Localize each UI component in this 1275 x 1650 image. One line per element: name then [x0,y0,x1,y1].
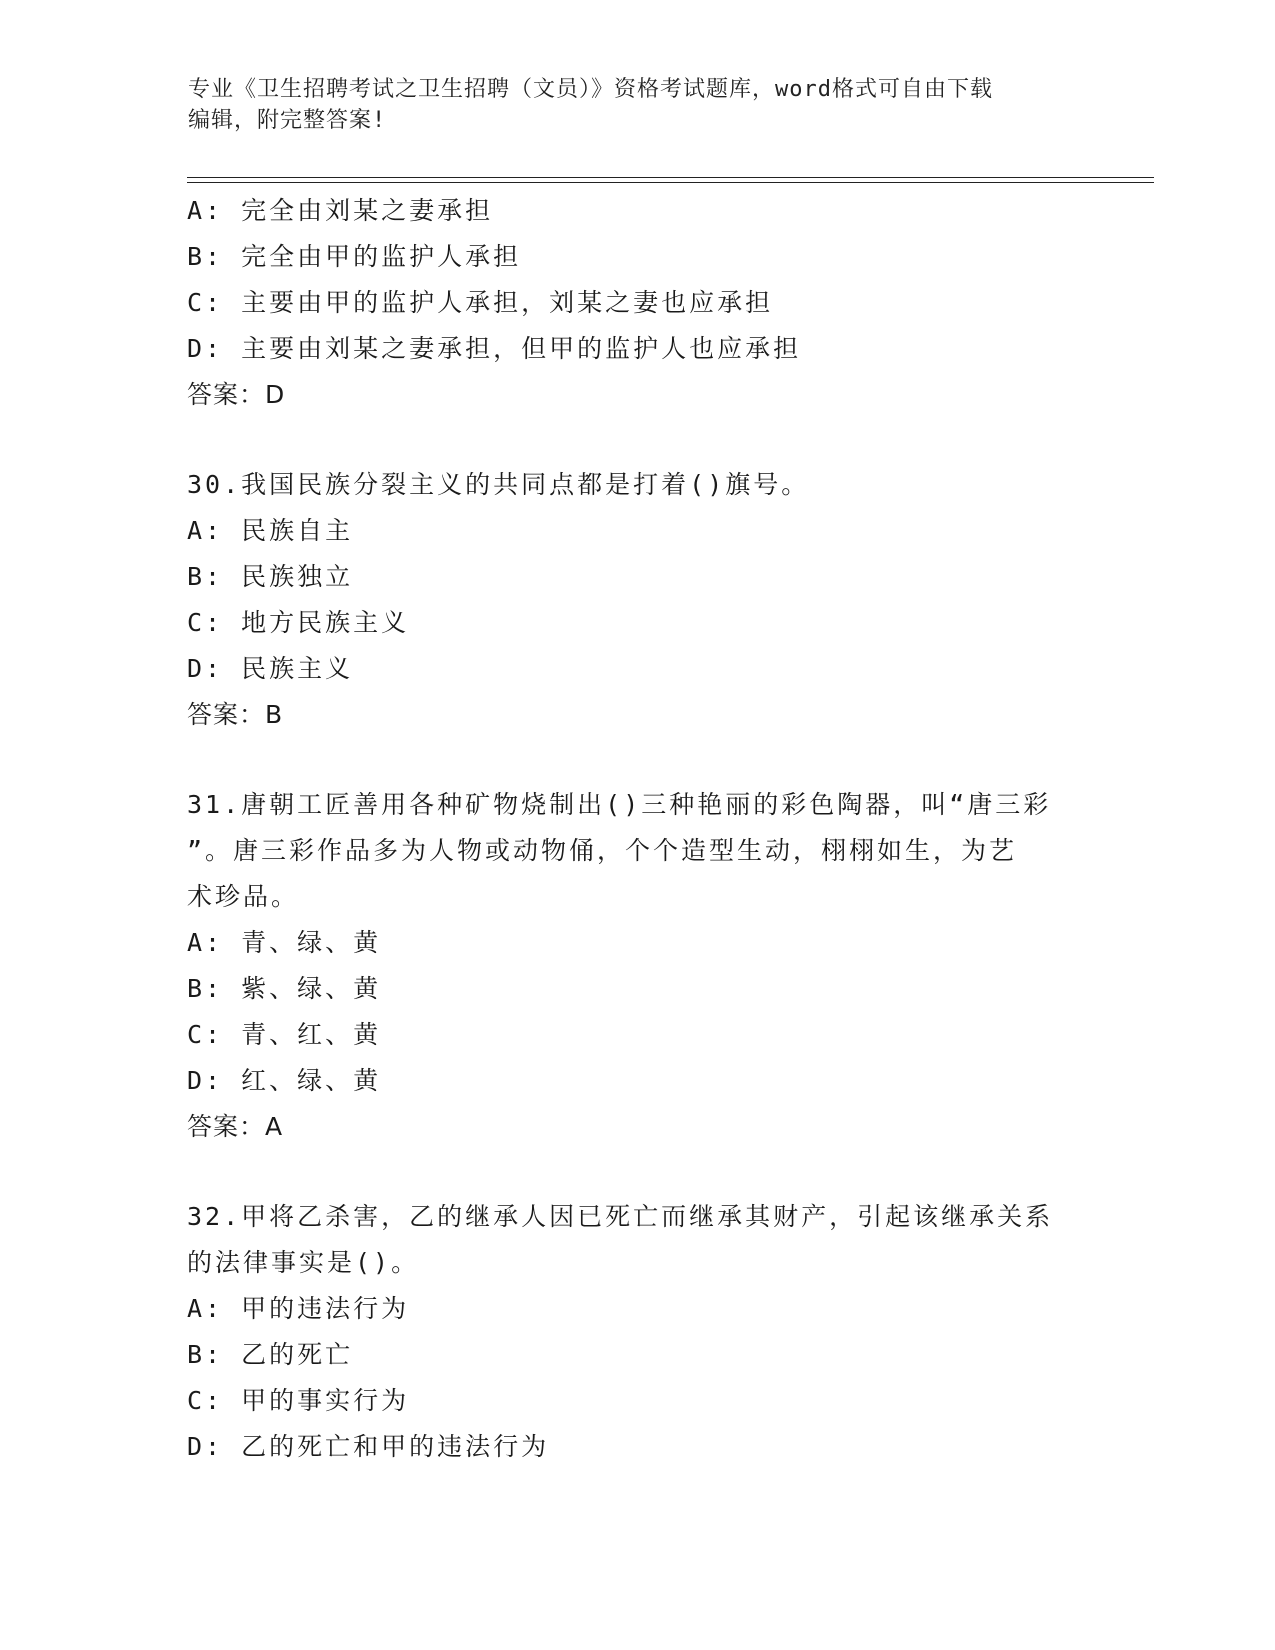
question-text: 的法律事实是()。 [187,1248,420,1277]
question-31 [187,782,1087,1150]
option-b: B: 紫、绿、黄 [187,974,382,1003]
header-line-1: 专业《卫生招聘考试之卫生招聘（文员）》资格考试题库，word格式可自由下载 [188,77,993,102]
header-rule-top [187,177,1154,178]
answer-line: 答案：B [187,700,284,729]
option-a: A: 甲的违法行为 [187,1294,410,1323]
option-d: D: 主要由刘某之妻承担，但甲的监护人也应承担 [187,334,802,363]
answer-line: 答案：A [187,1112,284,1141]
question-text: 31.唐朝工匠善用各种矿物烧制出()三种艳丽的彩色陶器，叫“唐三彩 [187,790,1052,819]
option-a: A: 民族自主 [187,516,354,545]
question-text: 30.我国民族分裂主义的共同点都是打着()旗号。 [187,470,810,499]
option-d: D: 红、绿、黄 [187,1066,382,1095]
option-b: B: 民族独立 [187,562,354,591]
option-d: D: 民族主义 [187,654,354,683]
header-line-2: 编辑，附完整答案! [188,108,387,133]
answer-line: 答案：D [187,380,286,409]
question-text: 32.甲将乙杀害，乙的继承人因已死亡而继承其财产，引起该继承关系 [187,1202,1054,1231]
option-c: C: 青、红、黄 [187,1020,382,1049]
option-d: D: 乙的死亡和甲的违法行为 [187,1432,550,1461]
question-30 [187,462,1087,738]
question-29-continued [187,188,1087,418]
question-text: ”。唐三彩作品多为人物或动物俑，个个造型生动，栩栩如生，为艺 [187,836,1018,865]
question-text: 术珍品。 [187,882,300,911]
option-a: A: 青、绿、黄 [187,928,382,957]
header-rule-bottom [187,182,1154,183]
option-c: C: 地方民族主义 [187,608,410,637]
option-c: C: 主要由甲的监护人承担，刘某之妻也应承担 [187,288,774,317]
option-b: B: 乙的死亡 [187,1340,354,1369]
question-32 [187,1194,1087,1470]
document-header [188,74,1088,136]
option-c: C: 甲的事实行为 [187,1386,410,1415]
option-b: B: 完全由甲的监护人承担 [187,242,522,271]
option-a: A: 完全由刘某之妻承担 [187,196,494,225]
document-body [187,188,1087,1470]
